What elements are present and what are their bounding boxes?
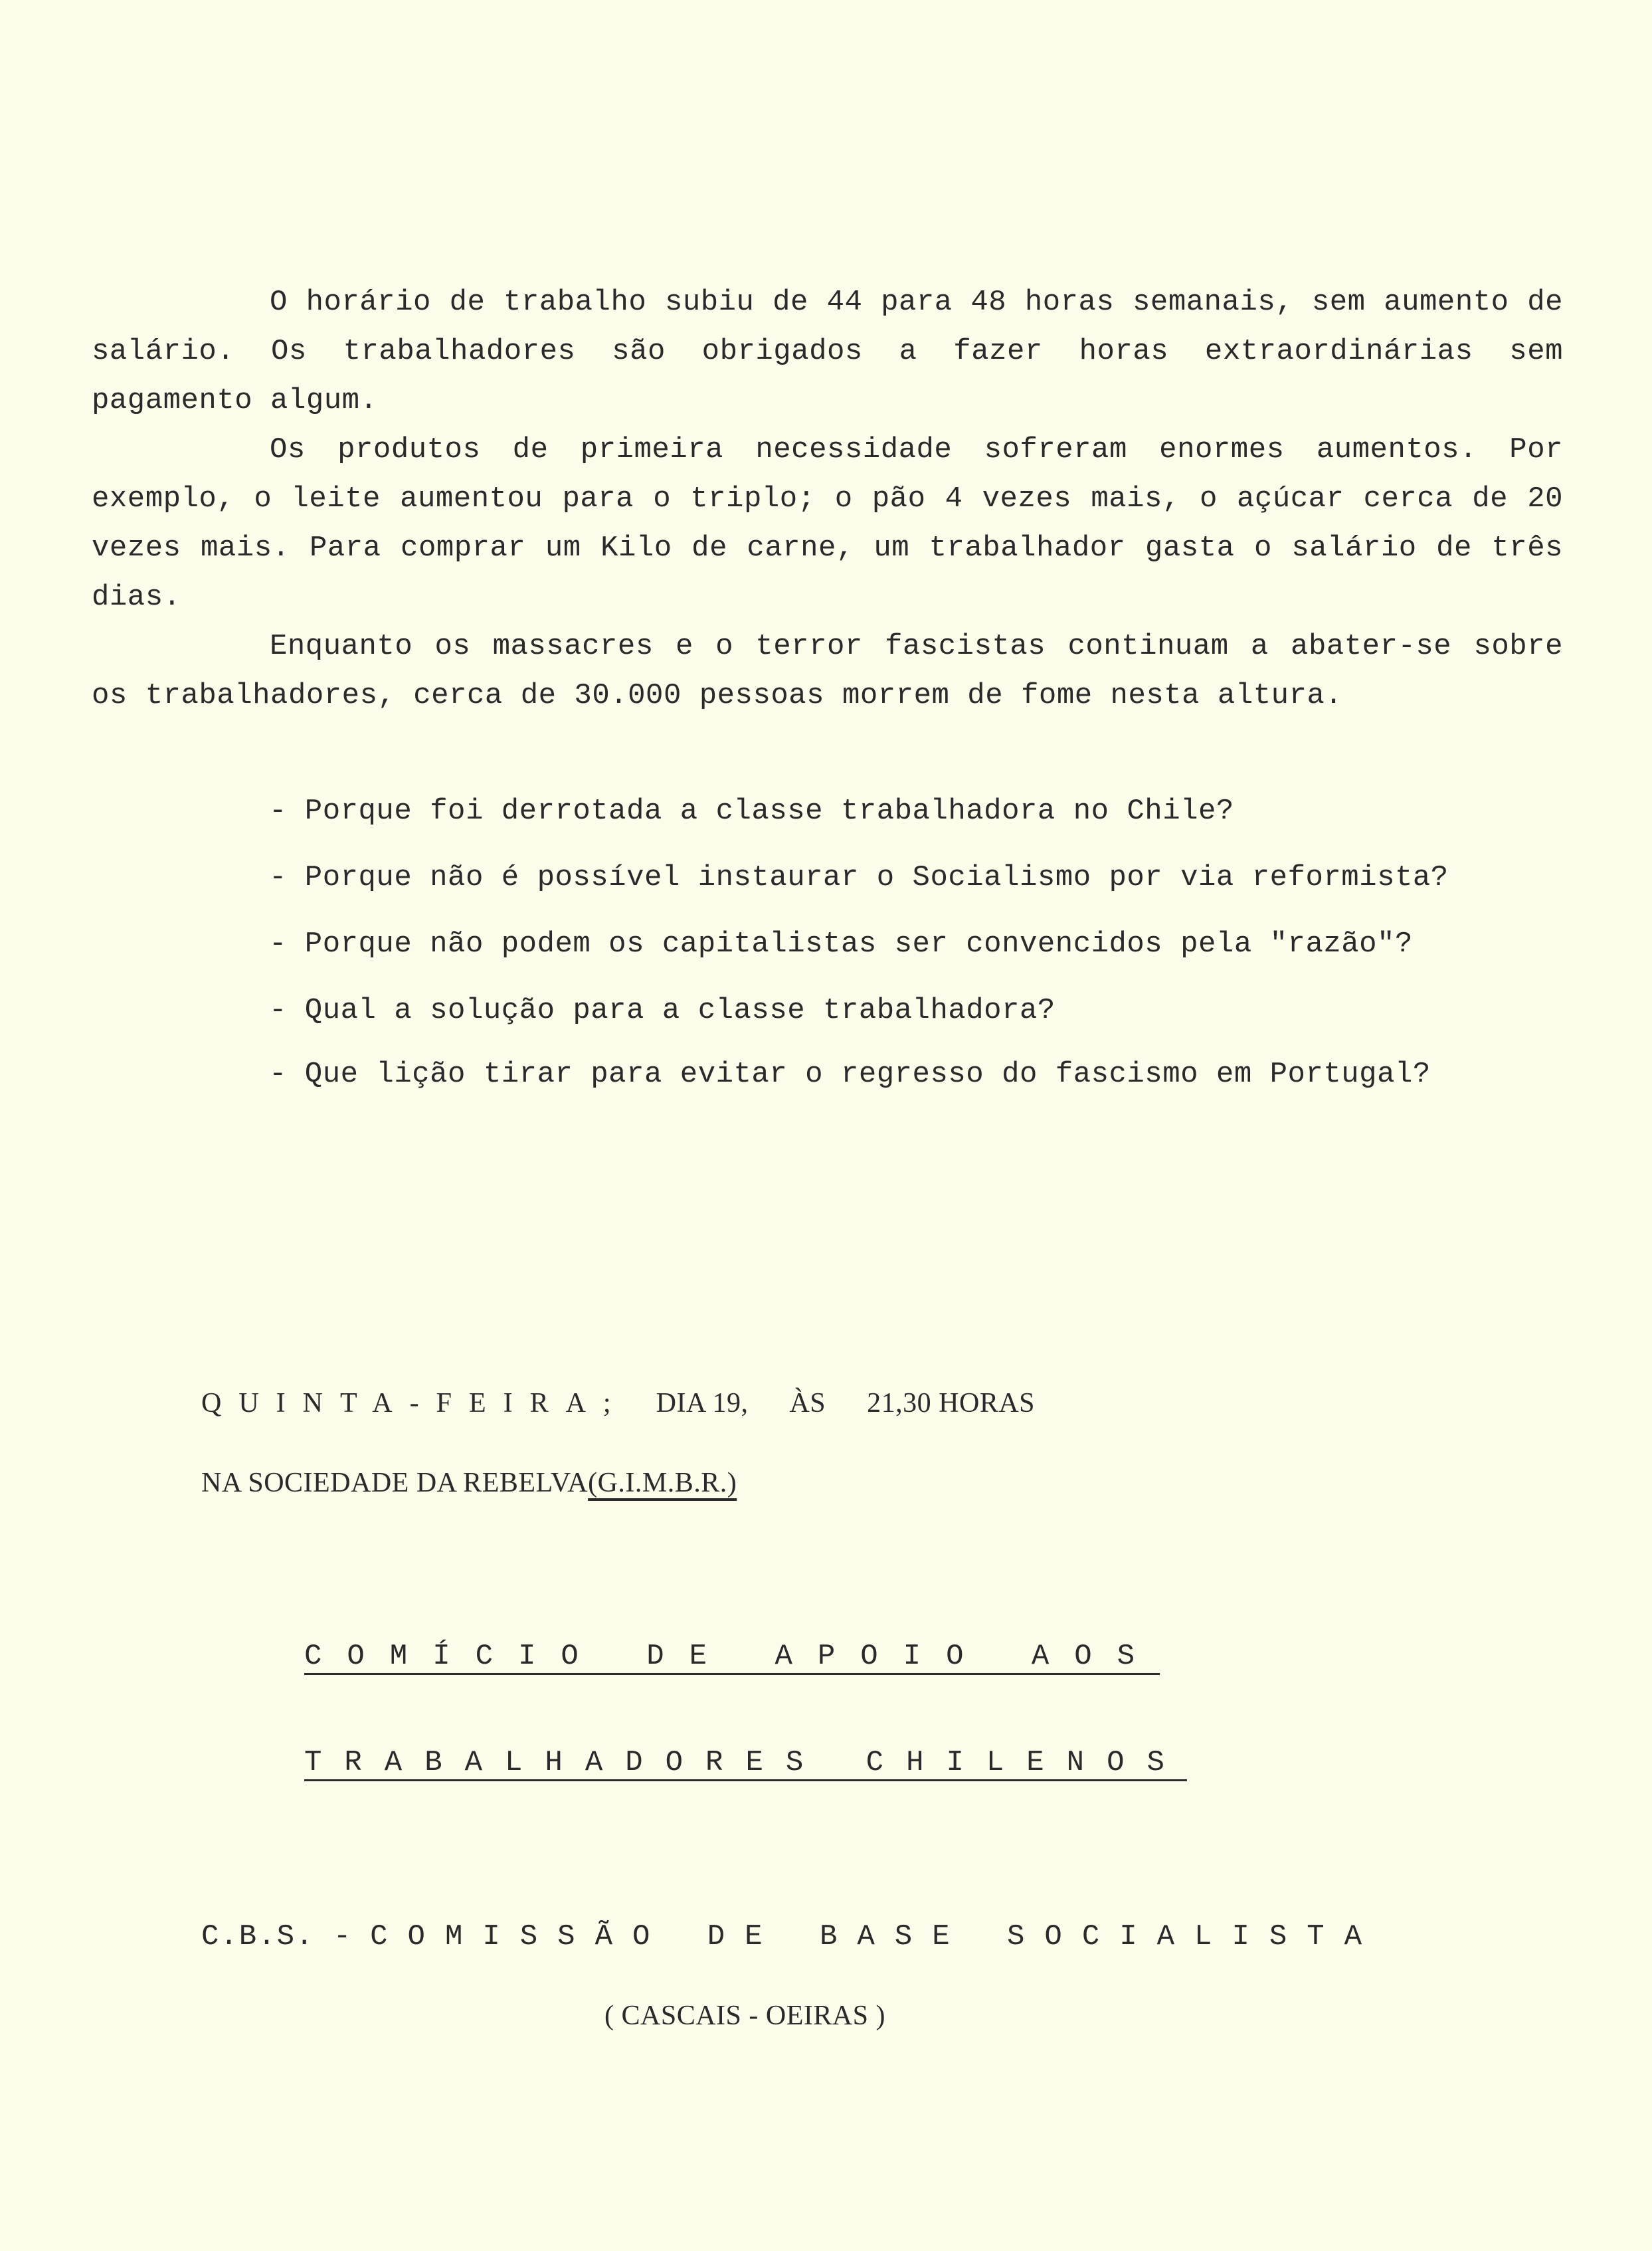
question-item: - Porque não é possível instaurar o Socialismo por via reformista? (269, 861, 1449, 894)
event-venue (201, 1467, 737, 1499)
paragraph-prices (92, 425, 1563, 622)
event-day: QUINTA-FEIRA; (201, 1388, 628, 1419)
organizer-name: COMISSÃO DE BASE SOCIALISTA (370, 1920, 1382, 1953)
paragraph-massacres (92, 622, 1563, 720)
venue-name: NA SOCIEDADE DA REBELVA (201, 1468, 589, 1498)
question-item: - Que lição tirar para evitar o regresso do fascismo em Portugal? (269, 1058, 1431, 1091)
event-time: 21,30 HORAS (867, 1388, 1036, 1419)
paragraph-text: Os produtos de primeira necessidade sofreram enormes aumentos. Por exemplo, o leite aumentou para o triplo; o pão 4 vezes mais, o açúcar cerca de 20 vezes mais. Para comprar um Kilo de carne, um trabalhador gasta o salário de três dias. (92, 433, 1563, 614)
event-date: DIA 19, (656, 1388, 749, 1419)
question-item: - Porque foi derrotada a classe trabalhadora no Chile? (269, 795, 1234, 828)
event-time-prefix: ÀS (789, 1388, 826, 1419)
paragraph-text: O horário de trabalho subiu de 44 para 48 horas semanais, sem aumento de salário. Os trabalhadores são obrigados a fazer horas extraordinárias sem pagamento algum. (92, 286, 1563, 417)
event-datetime (201, 1387, 1035, 1419)
question-item: - Qual a solução para a classe trabalhadora? (269, 994, 1055, 1027)
paragraph-text: Enquanto os massacres e o terror fascistas continuam a abater-se sobre os trabalhadores, cerca de 30.000 pessoas morrem de fome nesta altura. (92, 630, 1563, 712)
organizer-line (201, 1920, 1382, 1953)
rally-title-line2: TRABALHADORES CHILENOS (304, 1746, 1187, 1779)
organizer-abbr: C.B.S. - (201, 1920, 353, 1953)
organizer-location: ( CASCAIS - OEIRAS ) (604, 2001, 886, 2031)
question-item: - Porque não podem os capitalistas ser convencidos pela "razão"? (269, 928, 1413, 961)
venue-code: (G.I.M.B.R.) (588, 1468, 737, 1498)
paragraph-working-hours (92, 278, 1563, 425)
rally-title-line1: COMÍCIO DE APOIO AOS (304, 1640, 1160, 1673)
